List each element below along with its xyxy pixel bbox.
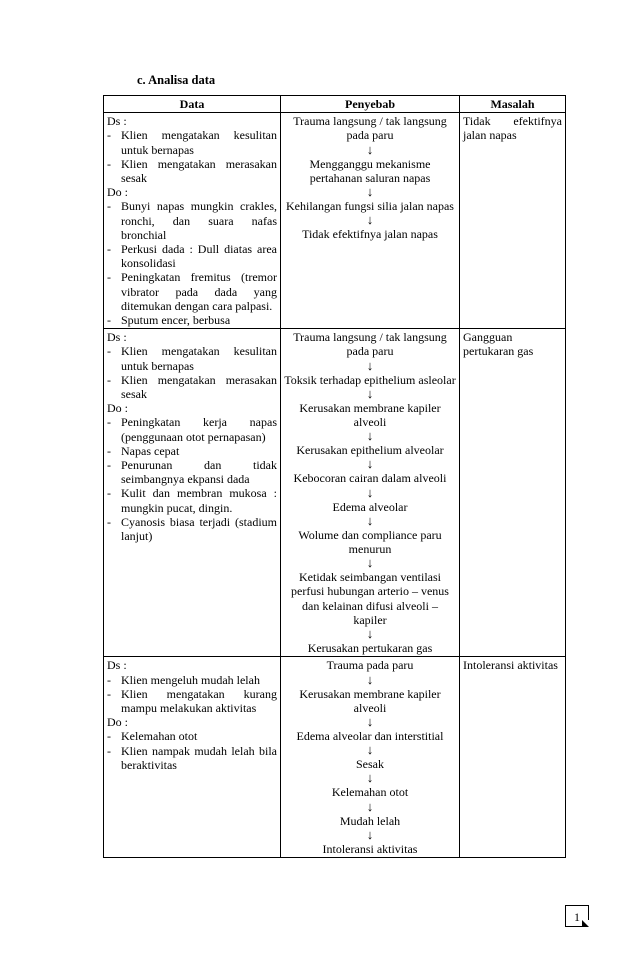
data-list-item xyxy=(107,744,277,772)
penyebab-step: Sesak xyxy=(356,757,384,772)
data-list-item xyxy=(107,458,277,486)
data-list-item xyxy=(107,673,277,687)
down-arrow-icon: ↓ xyxy=(366,826,374,842)
penyebab-cell xyxy=(281,657,460,858)
penyebab-step: Kebocoran cairan dalam alveoli xyxy=(293,471,447,486)
data-list-item-text: Klien nampak mudah lelah bila beraktivitas xyxy=(121,743,277,772)
bullet-dash: - xyxy=(107,443,111,458)
page-number xyxy=(565,905,589,927)
bullet-dash: - xyxy=(107,372,111,387)
bullet-dash: - xyxy=(107,156,111,171)
data-list-item-text: Klien mengeluh mudah lelah xyxy=(121,672,260,687)
down-arrow-icon: ↓ xyxy=(366,484,374,500)
data-list-item xyxy=(107,515,277,543)
bullet-dash: - xyxy=(107,344,111,359)
data-list-item xyxy=(107,270,277,313)
down-arrow-icon: ↓ xyxy=(366,456,374,472)
penyebab-step: Kerusakan membrane kapiler alveoli xyxy=(299,686,441,715)
down-arrow-icon: ↓ xyxy=(366,671,374,687)
masalah-cell: Intoleransi aktivitas xyxy=(460,657,566,858)
table-row xyxy=(104,329,566,657)
penyebab-step: Edema alveolar dan interstitial xyxy=(296,728,444,743)
data-section-label: Ds : xyxy=(107,658,127,673)
bullet-dash: - xyxy=(107,672,111,687)
data-list-item xyxy=(107,242,277,270)
data-list-item xyxy=(107,415,277,443)
down-arrow-icon: ↓ xyxy=(366,742,374,758)
data-section-label: Do : xyxy=(107,715,128,730)
data-list-item xyxy=(107,444,277,458)
data-list-item xyxy=(107,128,277,156)
penyebab-step: Intoleransi aktivitas xyxy=(322,841,418,856)
down-arrow-icon: ↓ xyxy=(366,212,374,228)
data-list-item-text: Bunyi napas mungkin crakles, ronchi, dan suara nafas bronchial xyxy=(121,199,277,242)
down-arrow-icon: ↓ xyxy=(366,626,374,642)
penyebab-cell xyxy=(281,113,460,329)
penyebab-step: Trauma pada paru xyxy=(326,658,414,673)
table-row xyxy=(104,113,566,329)
data-section-label: Ds : xyxy=(107,330,127,345)
down-arrow-icon: ↓ xyxy=(366,555,374,571)
table-row xyxy=(104,657,566,858)
data-list-item-text: Peningkatan fremitus (tremor vibrator pada dada yang ditemukan dengan cara palpasi. xyxy=(121,270,277,313)
down-arrow-icon: ↓ xyxy=(366,141,374,157)
penyebab-step: Mengganggu mekanisme pertahanan saluran napas xyxy=(309,156,431,185)
data-list-item-text: Klien mengatakan kesulitan untuk bernapas xyxy=(121,128,277,157)
data-list-item-text: Napas cepat xyxy=(121,443,180,458)
data-list-item-text: Klien mengatakan merasakan sesak xyxy=(121,372,277,402)
data-list-item xyxy=(107,344,277,372)
bullet-dash: - xyxy=(107,128,111,143)
bullet-dash: - xyxy=(107,199,111,214)
down-arrow-icon: ↓ xyxy=(366,770,374,786)
section-heading: c. Analisa data xyxy=(137,73,216,87)
bullet-dash: - xyxy=(107,242,111,257)
data-section-label: Do : xyxy=(107,185,128,200)
penyebab-step: Kerusakan epithelium alveolar xyxy=(296,443,444,458)
masalah-cell: Tidak efektifnya jalan napas xyxy=(460,113,566,329)
bullet-dash: - xyxy=(107,486,111,501)
penyebab-step: Kelemahan otot xyxy=(331,785,409,800)
down-arrow-icon: ↓ xyxy=(366,385,374,401)
penyebab-cell xyxy=(281,329,460,657)
page-number-text: 1 xyxy=(574,910,580,924)
penyebab-step: Trauma langsung / tak langsung pada paru xyxy=(293,330,447,359)
data-cell xyxy=(104,113,281,329)
data-list-item-text: Peningkatan kerja napas (penggunaan otot pernapasan) xyxy=(121,415,277,444)
bullet-dash: - xyxy=(107,458,111,473)
bullet-dash: - xyxy=(107,729,111,744)
penyebab-step: Tidak efektifnya jalan napas xyxy=(302,227,438,242)
bullet-dash: - xyxy=(107,313,111,328)
data-list-item-text: Kulit dan membran mukosa : mungkin pucat, dingin. xyxy=(121,486,277,515)
penyebab-step: Wolume dan compliance paru menurun xyxy=(298,527,442,557)
column-header-data: Data xyxy=(104,96,281,113)
data-cell xyxy=(104,329,281,657)
data-list-item-text: Klien mengatakan kesulitan untuk bernapas xyxy=(121,344,277,373)
data-list-item xyxy=(107,486,277,514)
penyebab-step: Kerusakan membrane kapiler alveoli xyxy=(299,400,441,430)
data-list-item-text: Perkusi dada : Dull diatas area konsolidasi xyxy=(121,242,277,271)
data-section-label: Ds : xyxy=(107,114,127,129)
bullet-dash: - xyxy=(107,514,111,529)
down-arrow-icon: ↓ xyxy=(366,713,374,729)
analysis-table xyxy=(103,95,566,858)
bullet-dash: - xyxy=(107,686,111,701)
penyebab-step: Edema alveolar xyxy=(332,499,408,514)
penyebab-step: Kehilangan fungsi silia jalan napas xyxy=(286,199,454,214)
penyebab-step: Ketidak seimbangan ventilasi perfusi hubungan arterio – venus dan kelainan difusi alveoli – kapiler xyxy=(291,570,449,627)
penyebab-step: Trauma langsung / tak langsung pada paru xyxy=(293,114,447,143)
penyebab-step: Mudah lelah xyxy=(339,813,401,828)
data-section-label: Do : xyxy=(107,401,128,416)
data-list-item xyxy=(107,687,277,715)
data-list-item-text: Kelemahan otot xyxy=(121,729,198,744)
bullet-dash: - xyxy=(107,415,111,430)
data-list-item-text: Cyanosis biasa terjadi (stadium lanjut) xyxy=(121,514,277,544)
data-cell xyxy=(104,657,281,858)
down-arrow-icon: ↓ xyxy=(366,357,374,373)
data-list-item xyxy=(107,157,277,185)
data-list-item xyxy=(107,373,277,401)
column-header-penyebab: Penyebab xyxy=(281,96,460,113)
down-arrow-icon: ↓ xyxy=(366,428,374,444)
data-list-item-text: Penurunan dan tidak seimbangnya ekpansi dada xyxy=(121,458,277,487)
bullet-dash: - xyxy=(107,270,111,285)
data-list-item xyxy=(107,199,277,242)
bullet-dash: - xyxy=(107,743,111,758)
column-header-masalah: Masalah xyxy=(460,96,566,113)
data-list-item xyxy=(107,313,277,327)
data-list-item xyxy=(107,729,277,743)
down-arrow-icon: ↓ xyxy=(366,512,374,528)
masalah-cell: Gangguan pertukaran gas xyxy=(460,329,566,657)
down-arrow-icon: ↓ xyxy=(366,798,374,814)
data-list-item-text: Klien mengatakan merasakan sesak xyxy=(121,156,277,186)
data-list-item-text: Klien mengatakan kurang mampu melakukan aktivitas xyxy=(121,686,277,715)
table-header-row xyxy=(104,96,566,113)
page-fold-corner xyxy=(582,920,589,927)
penyebab-step: Toksik terhadap epithelium asleolar xyxy=(284,372,456,387)
down-arrow-icon: ↓ xyxy=(366,184,374,200)
penyebab-step: Kerusakan pertukaran gas xyxy=(307,641,433,656)
data-list-item-text: Sputum encer, berbusa xyxy=(121,313,231,328)
